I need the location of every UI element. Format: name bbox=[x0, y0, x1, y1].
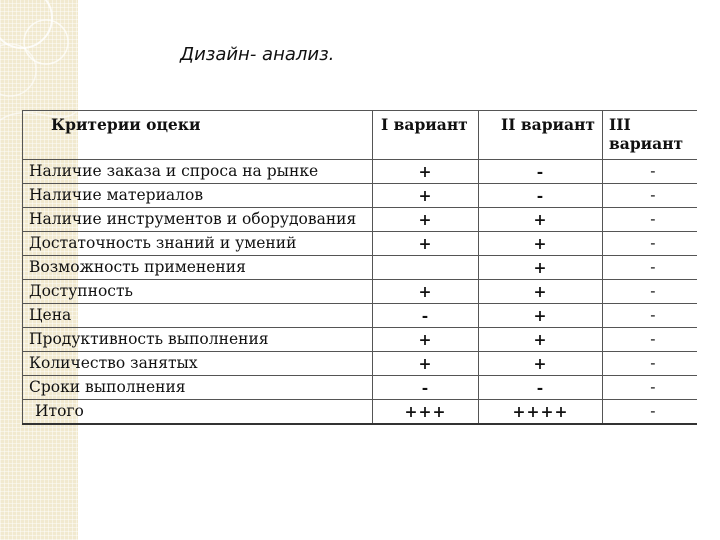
table-row bbox=[23, 280, 697, 304]
variant-3-mark: - bbox=[603, 328, 697, 352]
criterion-cell: Количество занятых bbox=[23, 352, 373, 376]
criterion-cell: Наличие материалов bbox=[23, 184, 373, 208]
variant-1-mark: - bbox=[373, 304, 479, 328]
variant-2-mark: - bbox=[479, 376, 603, 400]
table-row bbox=[23, 232, 697, 256]
variant-3-mark: - bbox=[603, 352, 697, 376]
variant-1-mark: + bbox=[373, 328, 479, 352]
variant-1-mark: + bbox=[373, 160, 479, 184]
variant-1-mark: + bbox=[373, 352, 479, 376]
table-row bbox=[23, 352, 697, 376]
variant-1-mark: + bbox=[373, 184, 479, 208]
table-row bbox=[23, 376, 697, 400]
variant-3-mark: - bbox=[603, 160, 697, 184]
variant-3-mark: - bbox=[603, 304, 697, 328]
table-row bbox=[23, 184, 697, 208]
criterion-cell: Наличие заказа и спроса на рынке bbox=[23, 160, 373, 184]
header-variant-2: II вариант bbox=[479, 111, 603, 160]
variant-2-mark: ++++ bbox=[479, 400, 603, 425]
criterion-cell: Сроки выполнения bbox=[23, 376, 373, 400]
variant-3-mark: - bbox=[603, 400, 697, 425]
header-variant-1: I вариант bbox=[373, 111, 479, 160]
variant-2-mark: + bbox=[479, 304, 603, 328]
table-row bbox=[23, 304, 697, 328]
variant-3-mark: - bbox=[603, 280, 697, 304]
table-row bbox=[23, 256, 697, 280]
table-row-total bbox=[23, 400, 697, 425]
variant-1-mark: + bbox=[373, 232, 479, 256]
variant-1-mark bbox=[373, 256, 479, 280]
criteria-table bbox=[22, 110, 697, 425]
variant-2-mark: + bbox=[479, 328, 603, 352]
table-row bbox=[23, 328, 697, 352]
header-criteria: Критерии оцеки bbox=[23, 111, 373, 160]
variant-2-mark: + bbox=[479, 280, 603, 304]
variant-2-mark: + bbox=[479, 256, 603, 280]
variant-2-mark: - bbox=[479, 184, 603, 208]
header-variant-3: III вариант bbox=[603, 111, 697, 160]
criterion-cell: Продуктивность выполнения bbox=[23, 328, 373, 352]
variant-2-mark: - bbox=[479, 160, 603, 184]
criterion-cell: Возможность применения bbox=[23, 256, 373, 280]
criterion-cell: Итого bbox=[23, 400, 373, 425]
variant-3-mark: - bbox=[603, 232, 697, 256]
variant-1-mark: + bbox=[373, 208, 479, 232]
variant-3-mark: - bbox=[603, 256, 697, 280]
variant-3-mark: - bbox=[603, 184, 697, 208]
variant-1-mark: +++ bbox=[373, 400, 479, 425]
table-row bbox=[23, 208, 697, 232]
criterion-cell: Наличие инструментов и оборудования bbox=[23, 208, 373, 232]
slide-title: Дизайн- анализ. bbox=[180, 44, 335, 65]
variant-1-mark: - bbox=[373, 376, 479, 400]
table-row bbox=[23, 160, 697, 184]
variant-3-mark: - bbox=[603, 376, 697, 400]
criterion-cell: Цена bbox=[23, 304, 373, 328]
variant-1-mark: + bbox=[373, 280, 479, 304]
variant-2-mark: + bbox=[479, 208, 603, 232]
table-header-row bbox=[23, 111, 697, 160]
criterion-cell: Доступность bbox=[23, 280, 373, 304]
variant-2-mark: + bbox=[479, 232, 603, 256]
variant-3-mark: - bbox=[603, 208, 697, 232]
criterion-cell: Достаточность знаний и умений bbox=[23, 232, 373, 256]
variant-2-mark: + bbox=[479, 352, 603, 376]
